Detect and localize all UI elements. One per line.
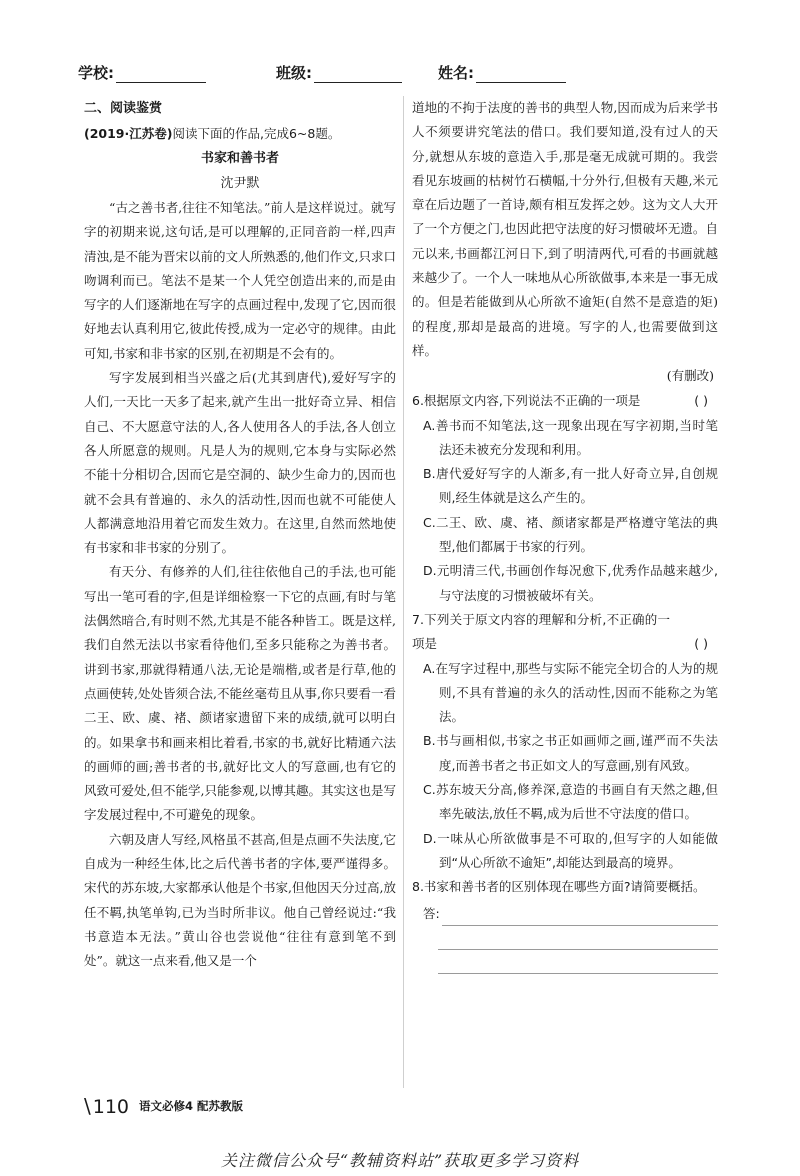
question-8 (412, 875, 718, 974)
left-column (84, 96, 396, 974)
answer-line[interactable] (438, 926, 718, 950)
edit-note: (有删改) (666, 368, 714, 384)
question-6 (412, 389, 718, 608)
answer-line[interactable] (438, 950, 718, 974)
section-title: 二、阅读鉴赏 (84, 101, 163, 116)
school-label: 学校: (78, 64, 114, 82)
school-field (78, 62, 206, 83)
answer-label: 答: (423, 905, 440, 921)
answer-bracket[interactable]: ( ) (694, 636, 708, 652)
option-a[interactable]: A.善书而不知笔法,这一现象出现在写字初期,当时笔法还未被充分发现和利用。 (423, 417, 718, 457)
source-line (84, 121, 396, 146)
option-b[interactable]: B.书与画相似,书家之书正如画师之画,谨严而不失法度,而善书者之书正如文人的写意画,别有风致。 (423, 733, 718, 773)
name-label: 姓名: (438, 64, 474, 82)
name-field (438, 62, 566, 83)
option-c[interactable]: C.苏东坡天分高,修养深,意造的书画自有天然之趣,但率先破法,放任不羁,成为后世不守法度的借口。 (423, 782, 718, 822)
article-paragraph: “古之善书者,往往不知笔法。”前人是这样说过。就写字的初期来说,这句话,是可以理解的,正同音韵一样,四声清浊,是不能为晋宋以前的文人所熟悉的,他们作文,只求口吻调利而已。笔法不是某一个人凭空创造出来的,而是由写字的人们逐渐地在写字的点画过程中,发现了它,因而很好地去认真利用它,彼此传授,成为一定必守的规律。由此可知,书家和非书家的区别,在初期是不会有的。 (84, 200, 396, 361)
article-paragraph: 六朝及唐人写经,风格虽不甚高,但是点画不失法度,它自成为一种经生体,比之后代善书者的字体,要严谨得多。宋代的苏东坡,大家都承认他是个书家,但他因天分过高,放任不羁,执笔单钩,已为当时所非议。他自己曾经说过:“我书意造本无法。”黄山谷也尝说他“往往有意到笔不到处”。就这一点来看,他又是一个 (84, 831, 396, 969)
option-a[interactable]: A.在写字过程中,那些与实际不能完全切合的人为的规则,不具有普遍的永久的活动性,因而不能称之为笔法。 (423, 660, 718, 725)
source-instruction: 阅读下面的作品,完成6~8题。 (172, 126, 341, 141)
right-column (412, 96, 718, 974)
question-stem: 7.下列关于原文内容的理解和分析,不正确的一项是 ( ) (412, 608, 718, 657)
student-info-header (78, 62, 738, 88)
option-b[interactable]: B.唐代爱好写字的人渐多,有一批人好奇立异,自创规则,经生体就是这么产生的。 (423, 466, 718, 506)
name-blank[interactable] (476, 65, 566, 83)
article-paragraph: 有天分、有修养的人们,往往依他自己的手法,也可能写出一笔可看的字,但是详细检察一下它的点画,有时与笔法偶然暗合,有时则不然,尤其是不能各种皆工。既是这样,我们自然无法以书家看待他们,至多只能称之为善书者。讲到书家,那就得精通八法,无论是端楷,或者是行草,他的点画使转,处处皆须合法,不能丝毫苟且从事,你只要看一看二王、欧、虞、褚、颜诸家遗留下来的成绩,就可以明白的。如果拿书和画来相比着看,书家的书,就好比精通六法的画师的画;善书者的书,就好比文人的写意画,也有它的风致可爱处,但不能学,只能参观,以博其趣。其实这也是写字发展过程中,不可避免的现象。 (84, 564, 396, 823)
class-blank[interactable] (314, 65, 402, 83)
question-7 (412, 608, 718, 875)
article-paragraph: 写字发展到相当兴盛之后(尤其到唐代),爱好写字的人们,一天比一天多了起来,就产生出一批好奇立异、相信自己、不大愿意守法的人,各人使用各人的手法,各人创立各人所愿意的规则。凡是人为的规则,它本身与实际必然不能十分相切合,因而它是空洞的、缺少生命力的,因而也就不会具有普遍的、永久的活动性,因而也就不可能使人人都满意地沿用着它而发生效力。在这里,自然而然地使有书家和非书家的分别了。 (84, 370, 396, 556)
article-author: 沈尹默 (220, 176, 260, 191)
column-divider (403, 96, 404, 1088)
book-title: 语文必修4 配苏教版 (139, 1099, 244, 1113)
source-tag: (2019·江苏卷) (84, 126, 173, 141)
wechat-promo-note: 关注微信公众号“教辅资料站”获取更多学习资料 (220, 1151, 580, 1170)
page-number: \ 110 (84, 1094, 130, 1118)
answer-bracket[interactable]: ( ) (694, 393, 708, 409)
answer-area[interactable] (412, 902, 718, 926)
article-paragraph-continued: 道地的不拘于法度的善书的典型人物,因而成为后来学书人不须要讲究笔法的借口。我们要知道,没有过人的天分,就想从东坡的意造入手,那是毫无成就可期的。我尝看见东坡画的枯树竹石横幅,十分外行,但极有天趣,米元章在后边题了一首诗,颇有相互发挥之妙。这为文人大开了一个方便之门,也因此把守法度的好习惯破坏无遗。自元以来,书画都江河日下,到了明清两代,可看的书画就越来越少了。一个人一味地从心所欲做事,本来是一事无成的。但是若能做到从心所欲不逾矩(自然不是意造的矩)的程度,那却是最高的进境。写字的人,也需要做到这样。 (412, 100, 718, 358)
class-label: 班级: (276, 64, 312, 82)
article-title: 书家和善书者 (200, 151, 279, 166)
question-stem: 6.根据原文内容,下列说法不正确的一项是 ( ) (412, 389, 718, 413)
option-c[interactable]: C.二王、欧、虞、褚、颜诸家都是严格遵守笔法的典型,他们都属于书家的行列。 (423, 514, 718, 555)
question-stem: 8.书家和善书者的区别体现在哪些方面?请简要概括。 (412, 879, 706, 895)
option-d[interactable]: D.一味从心所欲做事是不可取的,但写字的人如能做到“从心所欲不逾矩”,却能达到最高的境界。 (423, 830, 718, 870)
class-field (276, 62, 402, 83)
answer-line[interactable] (442, 908, 718, 926)
option-d[interactable]: D.元明清三代,书画创作每况愈下,优秀作品越来越少,与守法度的习惯被破坏有关。 (423, 563, 718, 603)
slash-mark: \ (84, 1094, 91, 1118)
school-blank[interactable] (116, 65, 206, 83)
page-footer (84, 1094, 243, 1118)
